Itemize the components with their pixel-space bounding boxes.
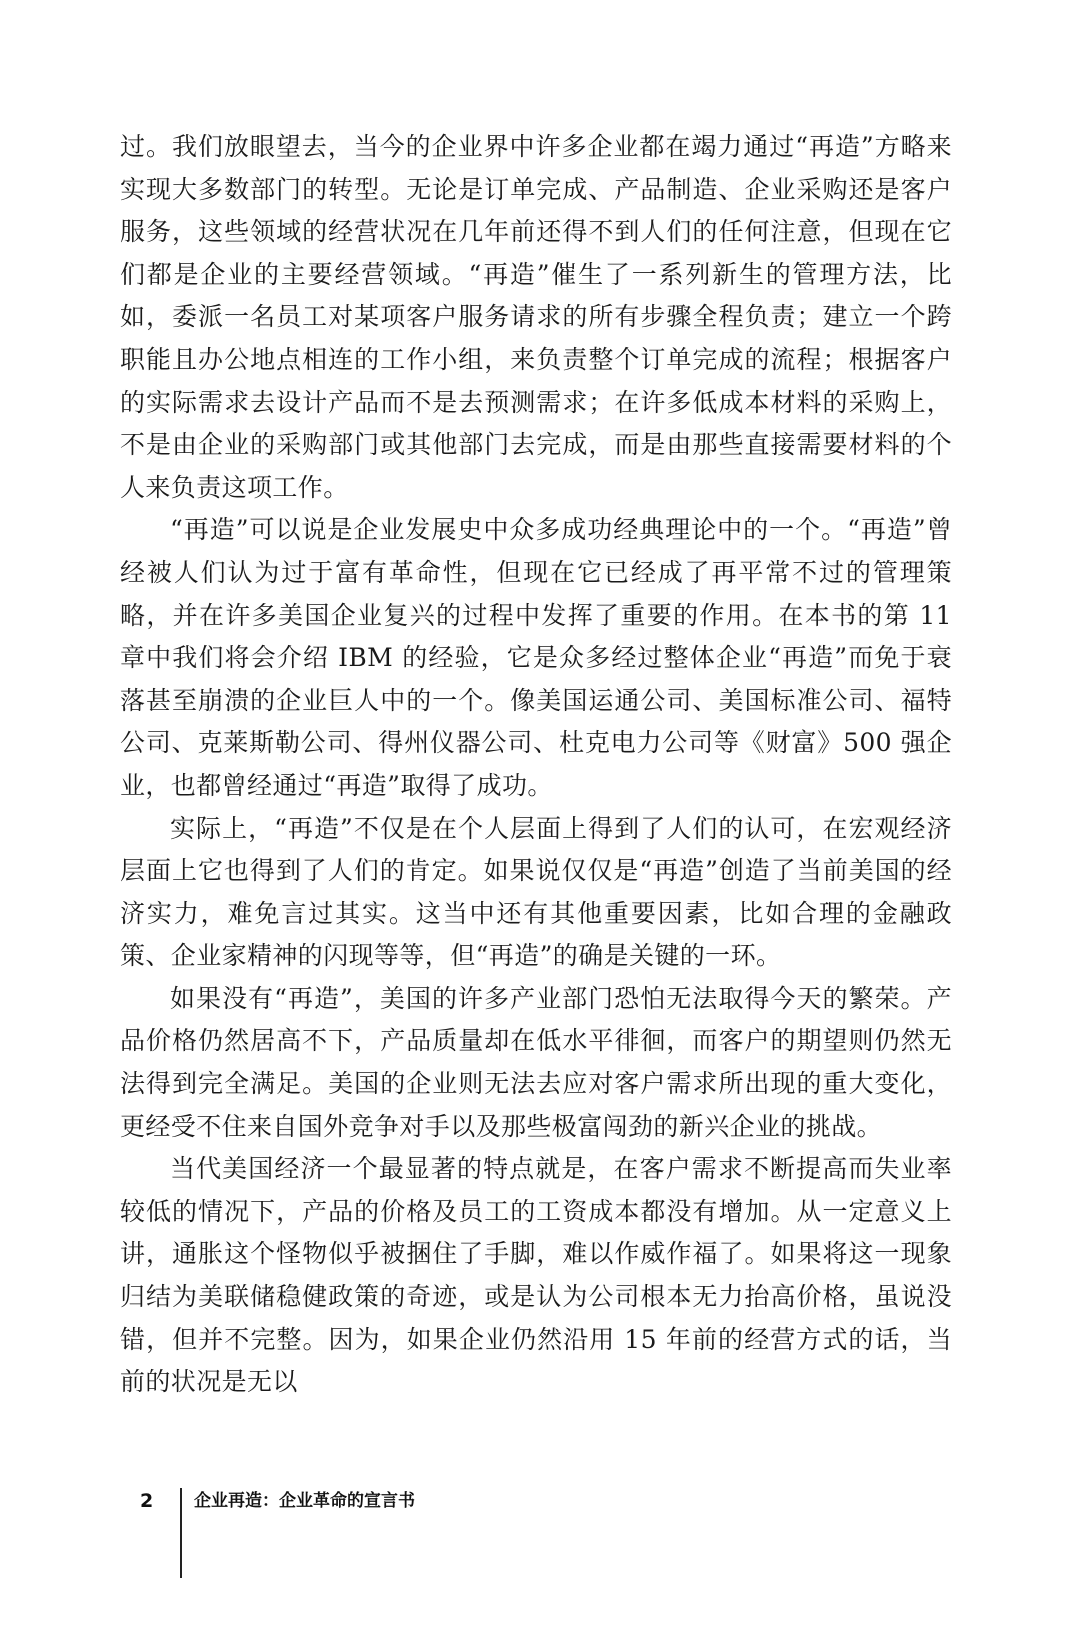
paragraph-without-reengineering: 如果没有“再造”，美国的许多产业部门恐怕无法取得今天的繁荣。产品价格仍然居高不下，产品质量却在低水平徘徊，而客户的期望则仍然无法得到完全满足。美国的企业则无法去应对客户需求所出现的重大变化，更经受不住来自国外竞争对手以及那些极富闯劲的新兴企业的挑战。 (120, 983, 952, 1141)
paragraph-macro-economy: 实际上，“再造”不仅是在个人层面上得到了人们的认可，在宏观经济层面上它也得到了人们的肯定。如果说仅仅是“再造”创造了当前美国的经济实力，难免言过其实。这当中还有其他重要因素，比如合理的金融政策、企业家精神的闪现等等，但“再造”的确是关键的一环。 (120, 813, 952, 971)
paragraph-us-economy: 当代美国经济一个最显著的特点就是，在客户需求不断提高而失业率较低的情况下，产品的价格及员工的工资成本都没有增加。从一定意义上讲，通胀这个怪物似乎被捆住了手脚，难以作威作福了。如果将这一现象归结为美联储稳健政策的奇迹，或是认为公司根本无力抬高价格，虽说没错，但并不完整。因为，如果企业仍然沿用 15 年前的经营方式的话，当前的状况是无以 (120, 1154, 952, 1397)
paragraph-continuation: 过。我们放眼望去，当今的企业界中许多企业都在竭力通过“再造”方略来实现大多数部门的转型。无论是订单完成、产品制造、企业采购还是客户服务，这些领域的经营状况在几年前还得不到人们的任何注意，但现在它们都是企业的主要经营领域。“再造”催生了一系列新生的管理方法，比如，委派一名员工对某项客户服务请求的所有步骤全程负责；建立一个跨职能且办公地点相连的工作小组，来负责整个订单完成的流程；根据客户的实际需求去设计产品而不是去预测需求；在许多低成本材料的采购上，不是由企业的采购部门或其他部门去完成，而是由那些直接需要材料的个人来负责这项工作。 (120, 132, 952, 502)
body-text (120, 126, 952, 1404)
running-title: 企业再造：企业革命的宣言书 (194, 1491, 415, 1511)
page-number: 2 (140, 1490, 154, 1512)
footer-divider (180, 1488, 182, 1578)
paragraph-reengineering-classic: “再造”可以说是企业发展史中众多成功经典理论中的一个。“再造”曾经被人们认为过于富有革命性，但现在它已经成了再平常不过的管理策略，并在许多美国企业复兴的过程中发挥了重要的作用。在本书的第 11 章中我们将会介绍 IBM 的经验，它是众多经过整体企业“再造”而免于衰落甚至崩溃的企业巨人中的一个。像美国运通公司、美国标准公司、福特公司、克莱斯勒公司、得州仪器公司、杜克电力公司等《财富》500 强企业，也都曾经通过“再造”取得了成功。 (120, 515, 952, 800)
